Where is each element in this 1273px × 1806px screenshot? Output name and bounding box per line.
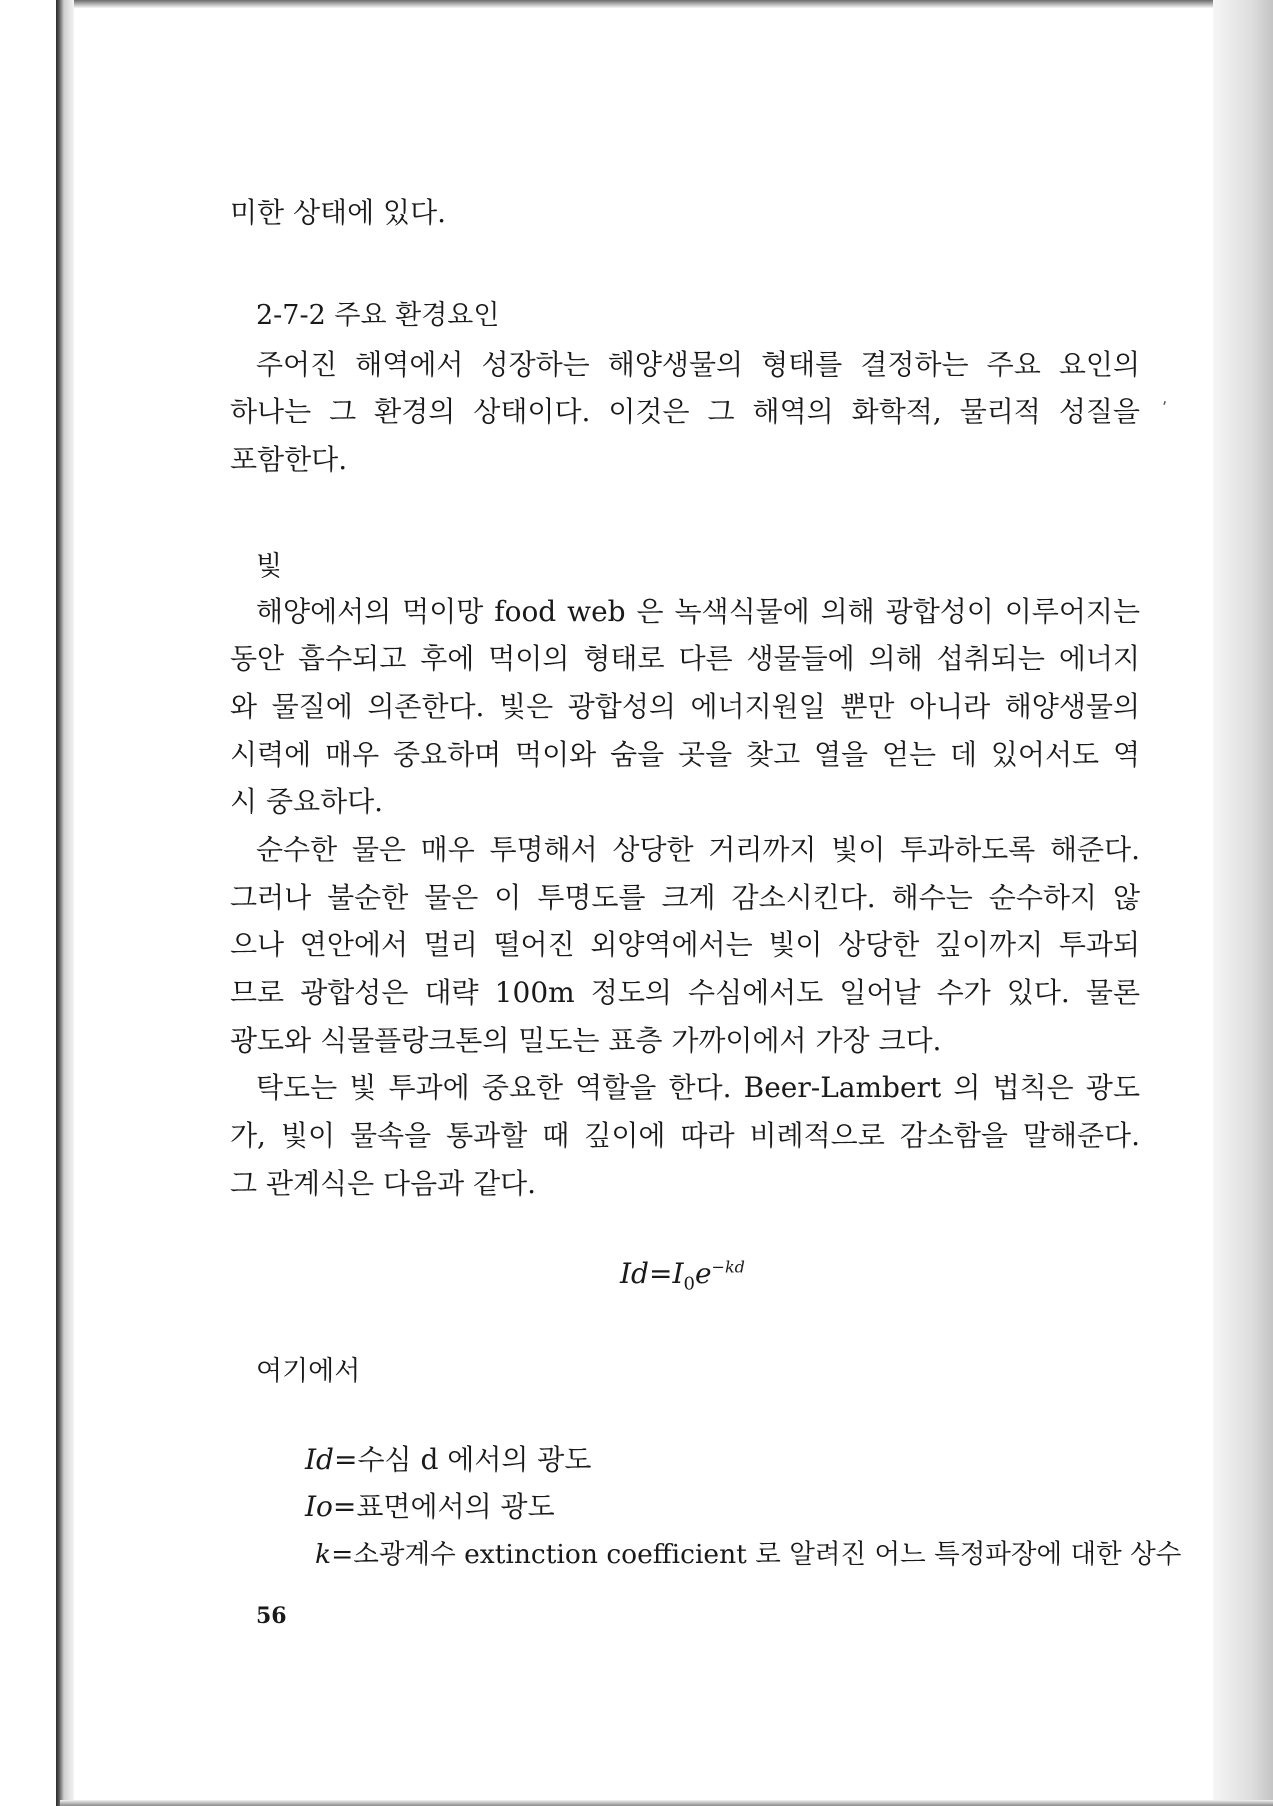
light-p1-line-1: 해양에서의 먹이망 food web 은 녹색식물에 의해 광합성이 이루어지는 — [256, 595, 1140, 628]
light-p2-line-2: 그러나 불순한 물은 이 투명도를 크게 감소시킨다. 해수는 순수하지 않 — [230, 881, 1140, 914]
light-p1-line-3: 와 물질에 의존한다. 빛은 광합성의 에너지원일 뿐만 아니라 해양생물의 — [230, 690, 1140, 723]
stray-mark: ʼ — [1162, 398, 1168, 417]
definition-k — [315, 1532, 1182, 1571]
light-p1-line-4: 시력에 매우 중요하며 먹이와 숨을 곳을 찾고 열을 얻는 데 있어서도 역 — [230, 738, 1140, 771]
beer-lambert-formula — [620, 1257, 745, 1295]
page-top-edge — [60, 0, 1273, 8]
light-p3-line-1: 탁도는 빛 투과에 중요한 역할을 한다. Beer-Lambert 의 법칙은 광도 — [256, 1071, 1140, 1104]
definition-k-text: =소광계수 extinction coefficient 로 알려진 어느 특정파장에 대한 상수 — [331, 1539, 1182, 1570]
definition-io-text: =표면에서의 광도 — [332, 1490, 555, 1523]
formula-lhs: Id — [620, 1257, 649, 1290]
light-p3-line-3: 그 관계식은 다음과 같다. — [230, 1167, 537, 1200]
definition-id-text: =수심 d 에서의 광도 — [333, 1443, 592, 1476]
light-p1-line-2: 동안 흡수되고 후에 먹이의 형태로 다른 생물들에 의해 섭취되는 에너지 — [230, 642, 1140, 675]
section-heading: 2-7-2 주요 환경요인 — [256, 300, 500, 331]
section-line-1: 주어진 해역에서 성장하는 해양생물의 형태를 결정하는 주요 요인의 — [256, 348, 1140, 381]
page-bottom-edge — [60, 1800, 1273, 1806]
definition-id-symbol: Id — [305, 1443, 334, 1476]
page-right-shadow — [1213, 0, 1273, 1806]
definition-k-symbol: k — [315, 1539, 332, 1570]
light-p1-line-5: 시 중요하다. — [230, 785, 384, 818]
light-p2-line-1: 순수한 물은 매우 투명해서 상당한 거리까지 빛이 투과하도록 해준다. — [256, 833, 1140, 866]
light-p2-line-5: 광도와 식물플랑크톤의 밀도는 표층 가까이에서 가장 크다. — [230, 1024, 942, 1057]
formula-equals: = — [648, 1257, 673, 1290]
light-heading: 빛 — [256, 551, 283, 582]
light-p3-line-2: 가, 빛이 물속을 통과할 때 깊이에 따라 비례적으로 감소함을 말해준다. — [230, 1119, 1140, 1152]
intro-line: 미한 상태에 있다. — [230, 196, 447, 229]
section-line-2: 하나는 그 환경의 상태이다. 이것은 그 해역의 화학적, 물리적 성질을 — [230, 395, 1140, 428]
definition-io-symbol: Io — [305, 1490, 333, 1523]
page-number: 56 — [256, 1603, 287, 1629]
section-line-3: 포함한다. — [230, 443, 348, 476]
formula-base-subscript: 0 — [683, 1273, 695, 1295]
light-p2-line-4: 므로 광합성은 대략 100m 정도의 수심에서도 일어날 수가 있다. 물론 — [230, 976, 1140, 1009]
definition-id — [305, 1438, 591, 1478]
light-p2-line-3: 으나 연안에서 멀리 떨어진 외양역에서는 빛이 상당한 깊이까지 투과되 — [230, 928, 1140, 961]
page-spine-edge — [56, 0, 74, 1806]
formula-base: I — [672, 1257, 684, 1290]
where-label: 여기에서 — [256, 1356, 361, 1387]
formula-exp-base: e — [694, 1257, 712, 1290]
formula-exponent: −kd — [711, 1257, 745, 1277]
definition-io — [305, 1485, 555, 1525]
